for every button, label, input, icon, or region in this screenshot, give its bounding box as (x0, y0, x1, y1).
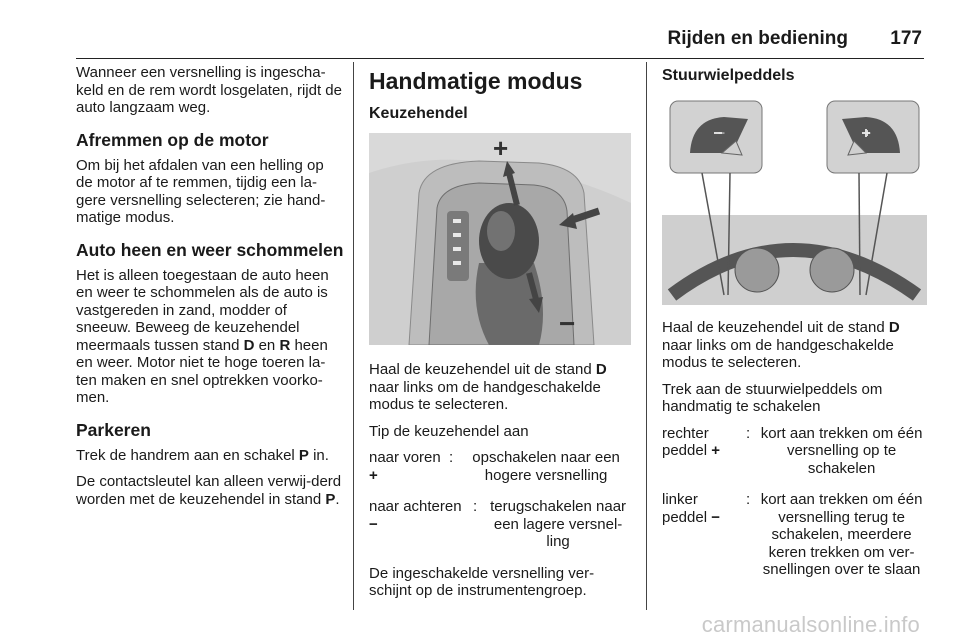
definition-row: naar achteren − : terugschakelen naar een lagere versnel-ling (369, 498, 633, 551)
intro-paragraph: Wanneer een versnelling is ingescha-keld en de rem wordt losgelaten, rijdt de auto langzaam weg. (76, 64, 342, 116)
figure-minus-label: − (718, 126, 726, 140)
definition-term: naar voren (369, 449, 441, 466)
heading-keuzehendel: Keuzehendel (369, 105, 468, 122)
definition-list-keuzehendel (369, 449, 633, 551)
paragraph-peddels-1: Haal de keuzehendel uit de stand D naar links om de handgeschakelde modus te selecteren. (662, 319, 900, 371)
minus-icon: − (369, 515, 378, 533)
section-title: Rijden en bediening (667, 28, 848, 49)
definition-row: rechter peddel + : kort aan trekken om één versnelling op te schakelen (662, 425, 927, 478)
definition-term: rechter peddel (662, 424, 709, 459)
definition-description: kort aan trekken om één versnelling terug te schakelen, meerdere keren trekken om ver-snellingen over te slaan (760, 491, 923, 578)
page-number: 177 (890, 28, 922, 49)
column-divider-1 (353, 62, 354, 610)
gear-lever-illustration (369, 133, 631, 345)
paragraph-schommelen: Het is alleen toegestaan de auto heen en weer te schommelen als de auto is vastgereden in zand, modder of sneeuw. Beweeg de keuzehendel meermaals tussen stand D en R heen en weer. Motor niet te hoge toeren la-ten maken en snel optrekken voorko-men. (76, 266, 329, 406)
column-1 (76, 64, 344, 517)
definition-description: terugschakelen naar een lagere versnel-ling (490, 498, 627, 550)
figure-plus-label: + (864, 126, 872, 140)
page-header (76, 26, 924, 56)
definition-row: naar voren + : opschakelen naar een hogere versnelling (369, 449, 633, 484)
steering-wheel-icon (662, 95, 927, 305)
figure-plus-label: + (493, 133, 509, 163)
paragraph-afremmen: Om bij het afdalen van een helling op de motor af te remmen, tijdig een la-gere versnelling selecteren; zie hand-matige modus. (76, 156, 326, 226)
definition-list-peddels (662, 425, 927, 579)
steering-paddles-illustration (662, 95, 927, 305)
definition-description: kort aan trekken om één versnelling op te schakelen (760, 424, 923, 477)
paragraph-keuzehendel-1: Haal de keuzehendel uit de stand D naar links om de handgeschakelde modus te selecteren. (369, 361, 607, 413)
gear-lever-icon (369, 133, 631, 345)
plus-icon: + (369, 466, 378, 484)
heading-schommelen: Auto heen en weer schommelen (76, 239, 344, 260)
paragraph-parkeren-2: De contactsleutel kan alleen verwij-derd worden met de keuzehendel in stand P. (76, 473, 342, 508)
minus-icon: − (711, 508, 720, 526)
plus-icon: + (711, 442, 720, 459)
paragraph-parkeren-1: Trek de handrem aan en schakel P in. (76, 446, 329, 464)
column-divider-2 (646, 62, 647, 610)
paragraph-peddels-2: Trek aan de stuurwielpeddels om handmatig te schakelen (662, 380, 883, 415)
heading-afremmen: Afremmen op de motor (76, 129, 269, 150)
figure-minus-label: − (559, 308, 576, 339)
column-3 (662, 64, 927, 593)
definition-description: opschakelen naar een hogere versnelling (472, 449, 620, 484)
heading-parkeren: Parkeren (76, 419, 151, 440)
header-rule (76, 58, 924, 59)
definition-term: naar achteren (369, 498, 462, 515)
paragraph-keuzehendel-3: De ingeschakelde versnelling ver-schijnt op de instrumentengroep. (369, 564, 595, 599)
column-2 (369, 64, 633, 609)
definition-term: linker peddel (662, 491, 708, 526)
heading-handmatige-modus: Handmatige modus (369, 68, 583, 94)
paragraph-keuzehendel-2: Tip de keuzehendel aan (369, 422, 529, 440)
definition-row: linker peddel − : kort aan trekken om één versnelling terug te schakelen, meerdere keren trekken om ver-snellingen over te slaan (662, 491, 927, 579)
heading-stuurwielpeddels: Stuurwielpeddels (662, 67, 795, 84)
watermark: carmanualsonline.info (701, 612, 920, 637)
